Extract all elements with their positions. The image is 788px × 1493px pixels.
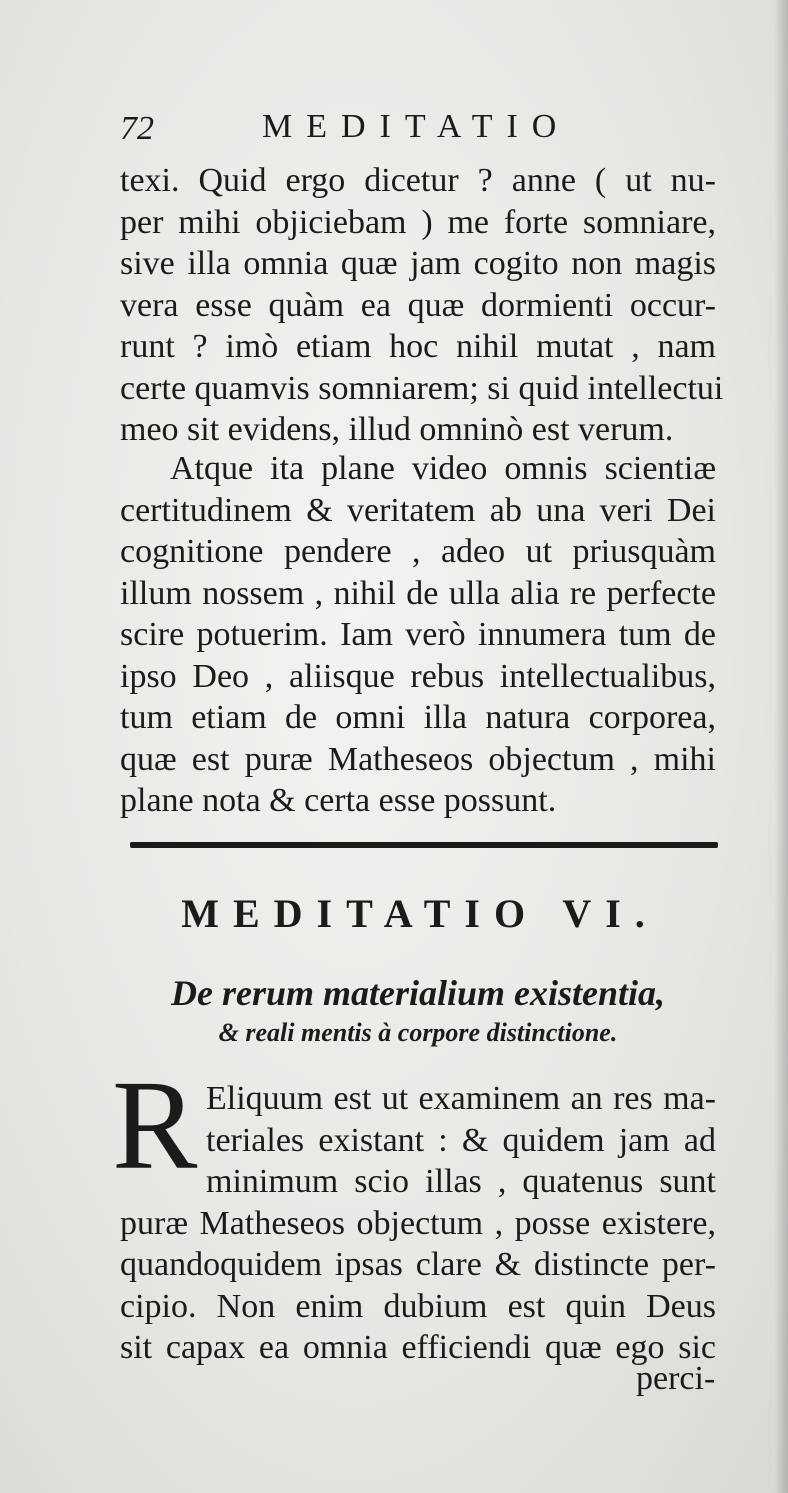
text-line: plane nota & certa esse possunt. [120, 782, 557, 819]
text-line: Eliquum est ut examinem an res ma- [206, 1080, 716, 1117]
section-divider [130, 842, 718, 848]
text-line: certitudinem & veritatem ab una veri Dei [120, 491, 716, 529]
text-line: puræ Matheseos objectum , posse existere, [120, 1204, 716, 1242]
page-edge-shadow [774, 0, 788, 1493]
text-line: texi. Quid ergo dicetur ? anne ( ut nu- [120, 162, 716, 199]
section-subtitle-2: & reali mentis à corpore distinctione. [218, 1018, 618, 1047]
text-line: ipso Deo , aliisque rebus intellectualibus, [120, 657, 716, 695]
catchword: perci- [636, 1360, 716, 1397]
text-line: tum etiam de omni illa natura corporea, [120, 699, 716, 736]
page-number: 72 [120, 110, 154, 147]
text-line: sit capax ea omnia efficiendi quæ ego sic [120, 1329, 716, 1366]
text-line: meo sit evidens, illud omninò est verum. [120, 411, 674, 448]
text-line: scire potuerim. Iam verò innumera tum de [120, 616, 716, 653]
paragraph-1 [120, 160, 724, 451]
running-head [120, 108, 720, 152]
text-line: certe quamvis somniarem; si quid intellectui [120, 369, 724, 407]
text-line: quæ est puræ Matheseos objectum , mihi [120, 740, 716, 778]
text-line: cipio. Non enim dubium est quin Deus [120, 1287, 716, 1325]
text-line: vera esse quàm ea quæ dormienti occur- [120, 286, 716, 324]
paragraph-3 [120, 1078, 716, 1369]
text-line: cognitione pendere , adeo ut priusquàm [120, 533, 716, 570]
text-line: sive illa omnia quæ jam cogito non magis [120, 245, 716, 282]
text-line: teriales existant : & quidem jam ad [206, 1121, 716, 1159]
running-title: MEDITATIO [262, 108, 571, 145]
text-line: per mihi objiciebam ) me forte somniare, [120, 203, 716, 241]
text-line: minimum scio illas , quatenus sunt [206, 1163, 716, 1200]
section-subtitle: De rerum materialium existentia, [170, 973, 665, 1013]
text-line: Atque ita plane video omnis scientiæ [170, 450, 716, 487]
drop-cap: R [112, 1054, 198, 1196]
text-line: quandoquidem ipsas clare & distincte per- [120, 1246, 716, 1283]
text-line: runt ? imò etiam hoc nihil mutat , nam [120, 328, 716, 365]
text-line: illum nossem , nihil de ulla alia re perfecte [120, 574, 716, 612]
paragraph-2 [120, 448, 716, 822]
section-heading: MEDITATIO VI. [181, 891, 659, 936]
